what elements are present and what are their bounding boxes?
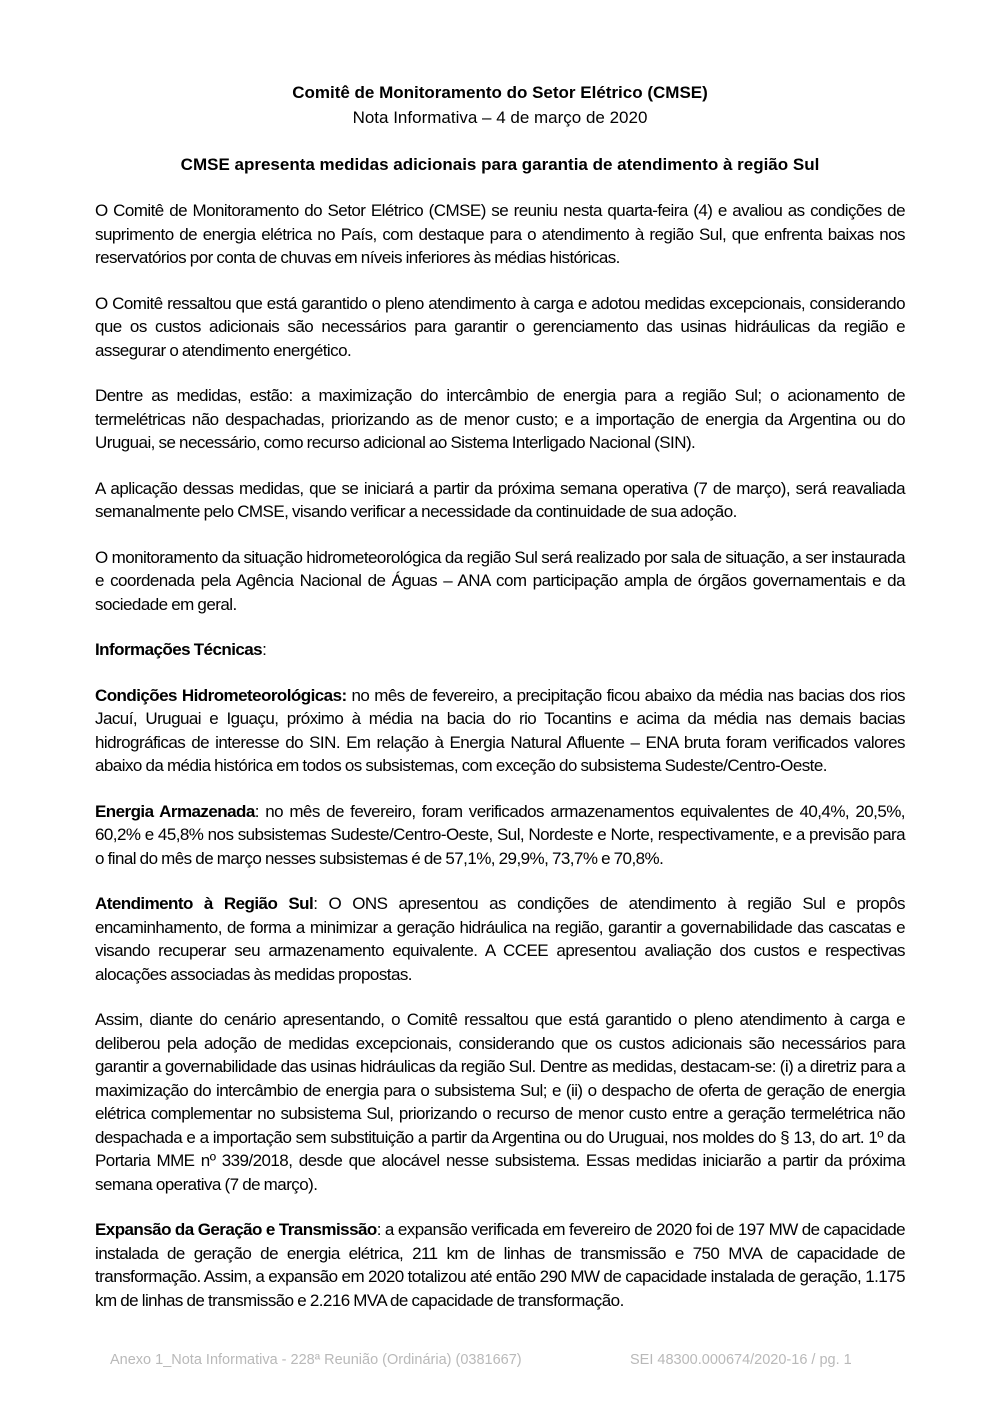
paragraph-application: A aplicação dessas medidas, que se iniciará a partir da próxima semana operativa (7 de março), será reavaliada semanalmente pelo CMSE, visando verificar a necessidade da continuidade de sua adoção. xyxy=(95,478,905,521)
document-subtitle: Nota Informativa – 4 de março de 2020 xyxy=(352,108,648,127)
paragraph-expansion xyxy=(95,1218,905,1312)
paragraph-intro: O Comitê de Monitoramento do Setor Elétrico (CMSE) se reuniu nesta quarta-feira (4) e avaliou as condições de suprimento de energia elétrica no País, com destaque para o atendimento à região Sul, que enfrenta baixas nos reservatórios por conta de chuvas em níveis inferiores às médias históricas. xyxy=(95,201,905,267)
paragraph-stored-energy xyxy=(95,800,905,871)
technical-heading xyxy=(95,638,905,662)
document-page xyxy=(95,80,905,1312)
footer-sei-page: SEI 48300.000674/2020-16 / pg. 1 xyxy=(630,1352,852,1368)
headline: CMSE apresenta medidas adicionais para garantia de atendimento à região Sul xyxy=(180,155,820,174)
paragraph-measures-list: Dentre as medidas, estão: a maximização do intercâmbio de energia para a região Sul; o acionamento de termelétricas não despachadas, priorizando as de menor custo; e a importação de energia da Argentina ou do Uruguai, se necessário, como recurso adicional ao Sistema Interligado Nacional (SIN). xyxy=(95,386,905,452)
paragraph-monitoring: O monitoramento da situação hidrometeorológica da região Sul será realizado por sala de situação, a ser instaurada e coordenada pela Agência Nacional de Águas – ANA com participação ampla de órgãos governamentais e da sociedade em geral. xyxy=(95,547,905,614)
stored-energy-text: : no mês de fevereiro, foram verificados armazenamentos equivalentes de 40,4%, 20,5%, 60,2% e 45,8% nos subsistemas Sudeste/Centro-Oeste, Sul, Nordeste e Norte, respectivamente, e a previsão para o final do mês de março nesses subsistemas é de 57,1%, 29,9%, 73,7% e 70,8%. xyxy=(95,801,905,868)
footer-document-reference: Anexo 1_Nota Informativa - 228ª Reunião (Ordinária) (0381667) xyxy=(110,1352,522,1368)
hydro-text: no mês de fevereiro, a precipitação ficou abaixo da média nas bacias dos rios Jacuí, Uruguai e Iguaçu, próximo à média na bacia do rio Tocantins e acima da média nas demais bacias hidrográficas de interesse do SIN. Em relação à Energia Natural Afluente – ENA bruta foram verificados valores abaixo da média histórica em todos os subsistemas, com exceção do subsistema Sudeste/Centro-Oeste. xyxy=(95,685,905,775)
technical-heading-colon: : xyxy=(262,640,267,659)
document-title: Comitê de Monitoramento do Setor Elétrico (CMSE) xyxy=(292,83,708,102)
technical-heading-label: Informações Técnicas xyxy=(95,640,263,659)
expansion-label: Expansão da Geração e Transmissão xyxy=(95,1220,377,1239)
hydro-label: Condições Hidrometeorológicas: xyxy=(95,685,347,705)
paragraph-measures-overview: O Comitê ressaltou que está garantido o pleno atendimento à carga e adotou medidas excepcionais, considerando que os custos adicionais são necessários para garantir o gerenciamento das usinas hidráulicas da região e assegurar o atendimento energético. xyxy=(95,293,905,360)
expansion-text: : a expansão verificada em fevereiro de 2020 foi de 197 MW de capacidade instalada de geração de energia elétrica, 211 km de linhas de transmissão e 750 MVA de capacidade de transformação. Assim, a expansão em 2020 totalizou até então 290 MW de capacidade instalada de geração, 1.175 km de linhas de transmissão e 2.216 MVA de capacidade de transformação. xyxy=(95,1220,906,1310)
south-supply-text: : O ONS apresentou as condições de atendimento à região Sul e propôs encaminhamento, de forma a minimizar a geração hidráulica na região, garantir a governabilidade das cascatas e visando recuperar seu armazenamento equivalente. A CCEE apresentou avaliação dos custos e respectivas alocações associadas às medidas propostas. xyxy=(95,894,906,984)
paragraph-south-supply xyxy=(95,892,905,986)
paragraph-deliberation: Assim, diante do cenário apresentando, o Comitê ressaltou que está garantido o pleno atendimento à carga e deliberou pela adoção de medidas excepcionais, considerando que os custos adicionais são necessários para garantir a governabilidade das usinas hidráulicas da região Sul. Dentre as medidas, destacam-se: (i) a diretriz para a maximização do intercâmbio de energia para o subsistema Sul; e (ii) o despacho de oferta de geração de energia elétrica complementar no subsistema Sul, priorizando o recurso de menor custo entre a geração termelétrica não despachada e a importação sem substituição a partir da Argentina ou do Uruguai, nos moldes do § 13, do art. 1º da Portaria MME nº 339/2018, desde que alocável nesse subsistema. Essas medidas iniciarão a partir da próxima semana operativa (7 de março). xyxy=(95,1010,905,1194)
page-footer xyxy=(110,1352,900,1368)
stored-energy-label: Energia Armazenada xyxy=(95,801,255,821)
south-supply-label: Atendimento à Região Sul xyxy=(95,894,314,913)
paragraph-hydrometeorological xyxy=(95,684,905,778)
